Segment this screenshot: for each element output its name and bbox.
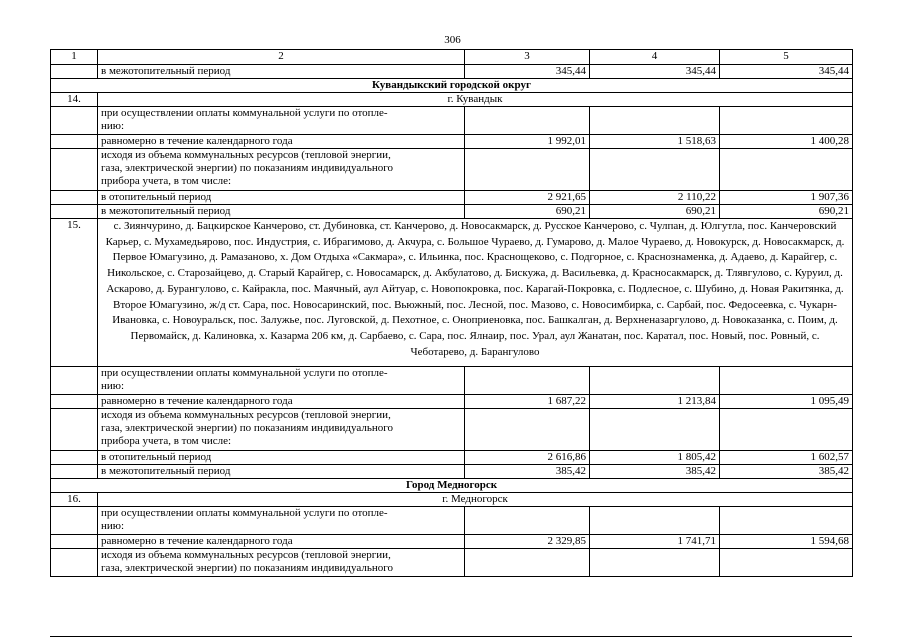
row-label: равномерно в течение календарного года bbox=[98, 535, 465, 549]
table-row bbox=[51, 451, 853, 465]
value-col-5 bbox=[720, 549, 853, 577]
value-col-3: 385,42 bbox=[465, 465, 590, 479]
value-col-4: 1 741,71 bbox=[590, 535, 720, 549]
table-row bbox=[51, 549, 853, 577]
value-col-4: 385,42 bbox=[590, 465, 720, 479]
value-col-3: 2 921,65 bbox=[465, 191, 590, 205]
value-col-4: 690,21 bbox=[590, 205, 720, 219]
row-label: равномерно в течение календарного года bbox=[98, 395, 465, 409]
header-cell-1: 1 bbox=[51, 50, 98, 65]
value-col-5: 1 602,57 bbox=[720, 451, 853, 465]
section-title: Город Медногорск bbox=[51, 479, 853, 493]
table-row bbox=[51, 135, 853, 149]
table-row bbox=[51, 409, 853, 451]
table-row bbox=[51, 367, 853, 395]
table-row bbox=[51, 191, 853, 205]
table-row bbox=[51, 507, 853, 535]
value-col-3: 1 687,22 bbox=[465, 395, 590, 409]
row-number-empty bbox=[51, 465, 98, 479]
row-label: исходя из объема коммунальных ресурсов (тепловой энергии, газа, электрической энергии) по показаниям индивидуального прибора учета, в том числе: bbox=[98, 149, 465, 191]
value-col-3 bbox=[465, 149, 590, 191]
table-row bbox=[51, 107, 853, 135]
row-number-empty bbox=[51, 535, 98, 549]
value-col-5: 1 907,36 bbox=[720, 191, 853, 205]
value-col-3: 1 992,01 bbox=[465, 135, 590, 149]
row-number-empty bbox=[51, 107, 98, 135]
value-col-5: 1 594,68 bbox=[720, 535, 853, 549]
locality-name: г. Кувандык bbox=[98, 93, 853, 107]
value-col-4: 1 213,84 bbox=[590, 395, 720, 409]
header-cell-5: 5 bbox=[720, 50, 853, 65]
row-label: в отопительный период bbox=[98, 451, 465, 465]
value-col-4 bbox=[590, 149, 720, 191]
value-col-3: 690,21 bbox=[465, 205, 590, 219]
locality-row bbox=[51, 493, 853, 507]
value-col-4 bbox=[590, 367, 720, 395]
row-number-empty bbox=[51, 507, 98, 535]
value-col-5 bbox=[720, 149, 853, 191]
row-label: в отопительный период bbox=[98, 191, 465, 205]
localities-list: с. Зиянчурино, д. Бацкирское Канчерово, ст. Дубиновка, ст. Канчерово, д. Новосакмарск, д. Русское Канчерово, с. Чулпан, д. Юлгутла, пос. Канчеровский Карьер, с. Мухамедьярово, пос. Индустрия, с. Ибрагимово, д. Акчура, с. Большое Чураево, д. Гумарово, д. Малое Чураево, д. Новокурск, д. Новосакмарск, д. Первое Юмагузино, д. Рамазаново, х. Дом Отдыха «Сакмара», с. Ильинка, пос. Краснощеково, с. Подгорное, с. Краснознаменка, д. Адаево, д. Карайгер, с. Никольское, с. Старозайцево, д. Старый Карайгер, с. Новосамарск, д. Акбулатово, д. Бискужа, д. Васильевка, д. Красносакмарск, д. Тлявгулово, с. Куруил, д. Аскарово, д. Бурангулово, с. Кайракла, пос. Маячный, аул Айтуар, с. Новопокровка, пос. Карагай-Покровка, с. Подлесное, с. Шубино, д. Новая Ракитянка, д. Второе Юмагузино, ж/д ст. Сара, пос. Новосаринский, пос. Вьюжный, пос. Лесной, пос. Мазово, с. Новосимбирка, с. Сарбай, пос. Федосеевка, с. Чукарн-Ивановка, с. Новоуральск, пос. Залужье, пос. Луговской, д. Пехотное, с. Оноприеновка, пос. Башкалган, д. Верхненазаргулово, д. Новоказанка, с. Поим, д. Первомайск, д. Калиновка, х. Казарма 206 км, д. Сарбаево, с. Сара, пос. Ялнаир, пос. Урал, аул Жанатан, пос. Каратал, пос. Новый, пос. Ровный, с. Чеботарево, д. Барангулово bbox=[98, 219, 853, 367]
value-col-5 bbox=[720, 409, 853, 451]
row-number-empty bbox=[51, 409, 98, 451]
value-col-3 bbox=[465, 409, 590, 451]
locality-name: г. Медногорск bbox=[98, 493, 853, 507]
value-col-3: 345,44 bbox=[465, 65, 590, 79]
table-row bbox=[51, 65, 853, 79]
value-col-4 bbox=[590, 507, 720, 535]
row-number-empty bbox=[51, 149, 98, 191]
row-number-empty bbox=[51, 549, 98, 577]
section-title: Кувандыкский городской округ bbox=[51, 79, 853, 93]
table-row bbox=[51, 149, 853, 191]
value-col-5 bbox=[720, 367, 853, 395]
table-row bbox=[51, 465, 853, 479]
value-col-4: 1 518,63 bbox=[590, 135, 720, 149]
table-row bbox=[51, 205, 853, 219]
value-col-4 bbox=[590, 549, 720, 577]
row-label: при осуществлении оплаты коммунальной услуги по отопле- нию: bbox=[98, 367, 465, 395]
row-number-empty bbox=[51, 191, 98, 205]
value-col-4: 345,44 bbox=[590, 65, 720, 79]
header-cell-2: 2 bbox=[98, 50, 465, 65]
value-col-3: 2 329,85 bbox=[465, 535, 590, 549]
row-label: в межотопительный период bbox=[98, 65, 465, 79]
row-number-empty bbox=[51, 395, 98, 409]
row-number: 15. bbox=[51, 219, 98, 367]
row-label: исходя из объема коммунальных ресурсов (тепловой энергии, газа, электрической энергии) по показаниям индивидуального bbox=[98, 549, 465, 577]
section-row bbox=[51, 79, 853, 93]
value-col-4 bbox=[590, 107, 720, 135]
page-bottom-rule bbox=[50, 636, 852, 637]
header-row bbox=[51, 50, 853, 65]
value-col-5: 385,42 bbox=[720, 465, 853, 479]
row-number-empty bbox=[51, 205, 98, 219]
value-col-3 bbox=[465, 507, 590, 535]
row-number-empty bbox=[51, 451, 98, 465]
value-col-4 bbox=[590, 409, 720, 451]
tariff-table-body bbox=[51, 50, 853, 577]
header-cell-4: 4 bbox=[590, 50, 720, 65]
row-label: равномерно в течение календарного года bbox=[98, 135, 465, 149]
header-cell-3: 3 bbox=[465, 50, 590, 65]
row-number-empty bbox=[51, 65, 98, 79]
value-col-5: 1 095,49 bbox=[720, 395, 853, 409]
value-col-5: 345,44 bbox=[720, 65, 853, 79]
value-col-3 bbox=[465, 367, 590, 395]
row-label: в межотопительный период bbox=[98, 205, 465, 219]
value-col-3: 2 616,86 bbox=[465, 451, 590, 465]
row-label: при осуществлении оплаты коммунальной услуги по отопле- нию: bbox=[98, 507, 465, 535]
locality-row bbox=[51, 93, 853, 107]
value-col-5 bbox=[720, 107, 853, 135]
row-label: в межотопительный период bbox=[98, 465, 465, 479]
tariff-table bbox=[50, 49, 853, 577]
row-number-empty bbox=[51, 135, 98, 149]
row-number-empty bbox=[51, 367, 98, 395]
table-row bbox=[51, 395, 853, 409]
value-col-5: 1 400,28 bbox=[720, 135, 853, 149]
value-col-3 bbox=[465, 549, 590, 577]
row-number: 16. bbox=[51, 493, 98, 507]
page-number: 306 bbox=[444, 34, 461, 46]
value-col-5 bbox=[720, 507, 853, 535]
row-label: исходя из объема коммунальных ресурсов (тепловой энергии, газа, электрической энергии) по показаниям индивидуального прибора учета, в том числе: bbox=[98, 409, 465, 451]
value-col-4: 2 110,22 bbox=[590, 191, 720, 205]
row-number: 14. bbox=[51, 93, 98, 107]
section-row bbox=[51, 479, 853, 493]
value-col-3 bbox=[465, 107, 590, 135]
value-col-5: 690,21 bbox=[720, 205, 853, 219]
localities-list-row bbox=[51, 219, 853, 367]
table-row bbox=[51, 535, 853, 549]
value-col-4: 1 805,42 bbox=[590, 451, 720, 465]
row-label: при осуществлении оплаты коммунальной услуги по отопле- нию: bbox=[98, 107, 465, 135]
